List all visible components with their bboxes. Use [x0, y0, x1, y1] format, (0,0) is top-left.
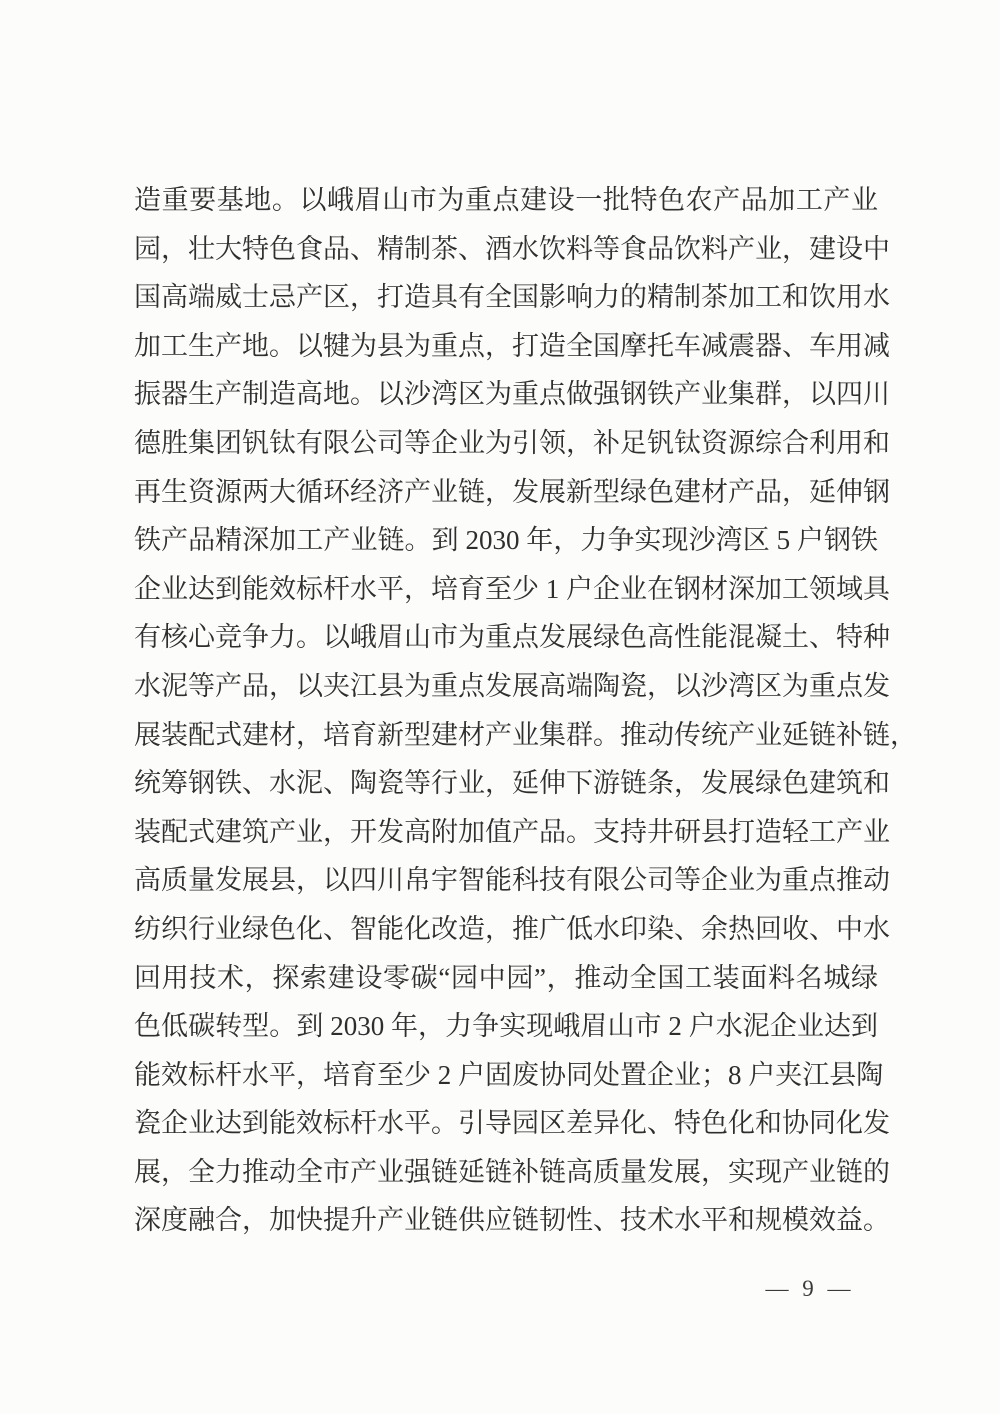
text-line: 水泥等产品，以夹江县为重点发展高端陶瓷，以沙湾区为重点发 [134, 670, 890, 701]
text-line: 企业达到能效标杆水平，培育至少 1 户企业在钢材深加工领域具 [134, 573, 890, 604]
body-text [134, 176, 917, 1245]
text-line: 振器生产制造高地。以沙湾区为重点做强钢铁产业集群，以四川 [134, 379, 890, 410]
text-line: 高质量发展县，以四川帛宇智能科技有限公司等企业为重点推动 [134, 865, 890, 896]
text-line: 色低碳转型。到 2030 年，力争实现峨眉山市 2 户水泥企业达到 [134, 1011, 878, 1042]
text-line: 造重要基地。以峨眉山市为重点建设一批特色农产品加工产业 [134, 185, 878, 215]
text-line: 德胜集团钒钛有限公司等企业为引领，补足钒钛资源综合利用和 [134, 427, 890, 458]
text-line: 加工生产地。以犍为县为重点，打造全国摩托车减震器、车用减 [134, 330, 890, 361]
text-line: 再生资源两大循环经济产业链，发展新型绿色建材产品，延伸钢 [134, 476, 890, 507]
text-line: 回用技术，探索建设零碳“园中园”，推动全国工装面料名城绿 [134, 962, 878, 993]
text-line: 铁产品精深加工产业链。到 2030 年，力争实现沙湾区 5 户钢铁 [134, 525, 878, 556]
text-line: 展装配式建材，培育新型建材产业集群。推动传统产业延链补链， [134, 719, 917, 750]
text-line: 深度融合，加快提升产业链供应链韧性、技术水平和规模效益。 [134, 1205, 890, 1236]
text-line: 瓷企业达到能效标杆水平。引导园区差异化、特色化和协同化发 [134, 1108, 890, 1139]
text-line: 装配式建筑产业，开发高附加值产品。支持井研县打造轻工产业 [134, 816, 890, 847]
text-line: 统筹钢铁、水泥、陶瓷等行业，延伸下游链条，发展绿色建筑和 [134, 768, 890, 799]
text-line: 能效标杆水平，培育至少 2 户固废协同处置企业；8 户夹江县陶 [134, 1059, 884, 1090]
text-line: 国高端威士忌产区，打造具有全国影响力的精制茶加工和饮用水 [134, 282, 890, 313]
text-line: 有核心竞争力。以峨眉山市为重点发展绿色高性能混凝土、特种 [134, 622, 890, 653]
text-line: 园，壮大特色食品、精制茶、酒水饮料等食品饮料产业，建设中 [134, 233, 890, 264]
text-line: 纺织行业绿色化、智能化改造，推广低水印染、余热回收、中水 [134, 913, 890, 944]
page-number: — 9 — [765, 1276, 855, 1301]
text-line: 展，全力推动全市产业强链延链补链高质量发展，实现产业链的 [134, 1156, 890, 1187]
